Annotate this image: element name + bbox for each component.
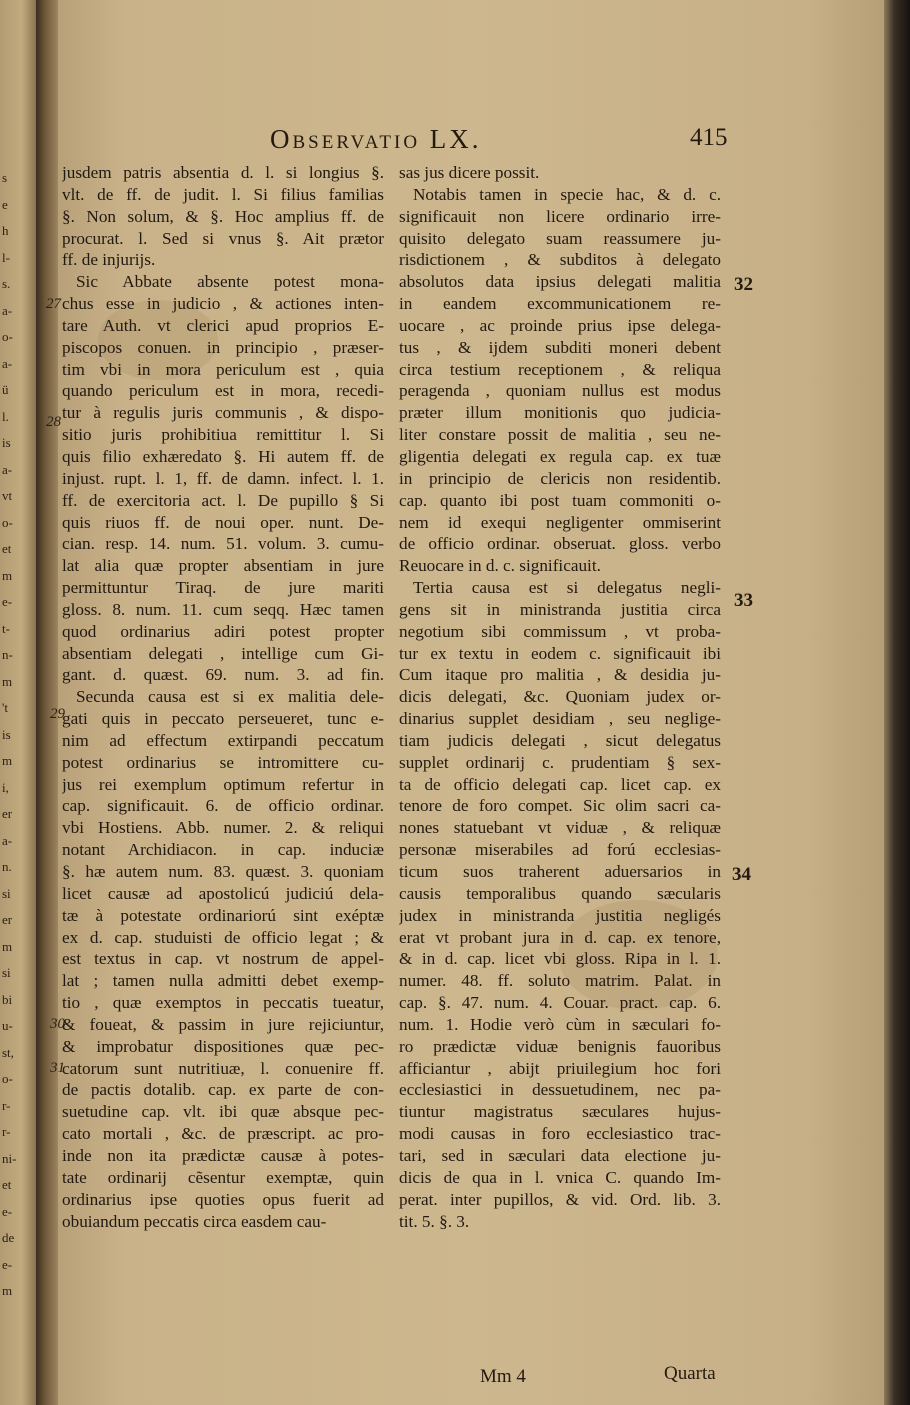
text-line: ff. de exercitoria act. l. De pupillo § Si [62,490,384,510]
facing-page-fragment: m [2,567,13,583]
text-line: risdictionem , & subditos à delegato [399,250,721,270]
text-line: in principio de clericis non residentib. [399,468,721,488]
text-line: nim ad effectum extirpandi peccatum [62,730,384,750]
facing-page-fragment: ni- [2,1150,17,1166]
margin-number-29: 29 [50,706,65,722]
facing-page-fragment: m [2,753,13,768]
text-line: tiam judicis delegati , sicut delegatus [399,730,721,750]
text-line: & foueat, & passim in jure rejiciuntur, [62,1014,384,1034]
facing-page-fragment: vt [2,488,13,503]
text-line: causis temporalibus quando sæcularis [399,883,721,903]
text-line: in eandem excommunicationem re- [399,294,721,314]
text-line: catorum sunt nutritiuæ, l. conuenire ff. [62,1058,384,1078]
text-line: §. hæ autem num. 83. quæst. 3. quoniam [62,862,384,881]
text-line: dicis delegati, &c. Quoniam judex or- [399,687,721,707]
text-line: Sic Abbate absente potest mona- [76,272,384,292]
signature-mark: Mm 4 [480,1366,526,1387]
text-line: piscopos conuen. in principio , præser- [62,337,384,357]
facing-page-fragment: er [2,806,13,821]
page-number: 415 [690,124,728,151]
facing-page-fragment: st, [2,1044,14,1060]
facing-page-fragment: e- [2,594,13,609]
text-line: Notabis tamen in specie hac, & d. c. [413,184,721,204]
facing-page-fragment: si [2,965,11,980]
text-line: nones statuebant vt viduæ , & reliquæ [399,818,721,838]
text-line: & in d. cap. licet vbi gloss. Ripa in l. 1. [399,949,721,969]
text-line: tari, sed in sæculari data electione ju- [399,1145,721,1165]
text-line: tur ex textu in eodem c. significauit ibi [399,643,721,663]
text-line: de pactis dotalib. cap. ex parte de con- [62,1080,384,1100]
text-line: gens sit in ministranda justitia circa [399,599,721,619]
text-line: ordinarius ipse quoties opus fuerit ad [62,1189,384,1209]
text-line: negotium sibi commissum , vt proba- [399,621,721,641]
text-line: absentiam delegati , intellige cum Gi- [62,643,384,663]
text-line: tate ordinarij cẽsentur exemptæ, quin [62,1167,384,1187]
text-line: num. 1. Hodie verò cùm in sæculari fo- [399,1014,721,1034]
text-line: sas jus dicere possit. [399,163,540,182]
facing-page-fragment: r- [2,1124,11,1139]
text-line: injust. rupt. l. 1, ff. de damn. infect. l. 1. [62,468,384,488]
left-column [62,162,384,1232]
text-line: dinarius supplet desidiam , seu neglige- [399,709,721,729]
text-line: cap. quanto ibi post tuam commoniti o- [399,490,721,510]
text-line: quis riuos ff. de noui oper. nunt. De- [62,512,384,532]
text-line: circa testium receptionem , & reliqua [399,359,721,379]
facing-page-fragment: o- [2,514,13,530]
text-line: inde non ita prædictæ causæ à potes- [62,1145,384,1165]
text-line: obuiandum peccatis circa easdem cau- [62,1211,327,1231]
right-column [399,162,721,1232]
text-line: permittuntur Tiraq. de jure mariti [62,578,384,598]
text-line: personæ miserabiles ad forú ecclesias- [399,840,721,860]
text-line: perat. inter pupillos, & vid. Ord. lib. 3. [399,1189,721,1209]
text-line: dicis de qua in l. vnica C. quando Im- [399,1167,721,1187]
text-line: Cum itaque pro malitia , & desidia ju- [399,665,721,685]
text-line: tus , & ijdem subditi moneri debent [399,337,721,357]
facing-page-fragment: r- [2,1097,11,1113]
facing-page-fragment: i, [2,779,9,795]
facing-page-fragment: bi [2,991,13,1007]
text-line: supplet ordinarij c. prudentiam § sex- [399,752,721,772]
facing-page-fragment: l- [2,249,10,265]
text-line: licet causæ ad apostolicú judiciú dela- [62,883,384,903]
text-line: ecclesiastici in dessuetudinem, nec pa- [399,1080,721,1100]
margin-number-33: 33 [734,590,753,611]
text-line: tur à regulis juris communis , & dispo- [62,403,384,423]
text-line: significauit non licere ordinario irre- [399,206,721,226]
text-line: quando periculum est in mora, recedi- [62,381,384,401]
facing-page-fragment: a- [2,832,13,848]
text-line: vlt. de ff. de judit. l. Si filius familias [62,184,384,204]
facing-page-fragment: t- [2,620,10,636]
facing-page-fragment: is [2,435,11,450]
text-line: tim vbi in mora periculum est , quia [62,359,384,379]
text-line: tit. 5. §. 3. [399,1211,470,1231]
facing-page-fragment: a- [2,461,13,477]
text-line: chus esse in judicio , & actiones inten- [62,294,384,314]
facing-page-fragment: e [2,196,8,212]
facing-page-fragment: e- [2,1203,13,1219]
text-line: quis filio exhæredato §. Hi autem ff. de [62,446,384,466]
facing-page-fragment: s. [2,276,11,291]
facing-page-fragment: a- [2,302,13,318]
facing-page-fragment: is [2,726,11,742]
facing-page-fragment: ü [2,382,9,397]
text-line: tiuntur magistratus sæculares hujus- [399,1102,721,1122]
facing-page-fragment: u- [2,1018,13,1033]
text-line: ta de officio delegati cap. licet cap. ex [399,774,721,794]
facing-page-fragment: a- [2,355,13,371]
text-line: præter illum monitionis quo judicia- [399,403,721,423]
text-line: quod ordinarius adiri potest propter [62,621,384,641]
facing-page-fragment: et [2,541,12,556]
facing-page-fragment: si [2,885,11,901]
right-page-edge [884,0,910,1405]
facing-page-fragment: et [2,1177,12,1192]
text-line: ff. de injurijs. [62,250,156,270]
facing-page-fragment: er [2,912,13,927]
text-line: gant. d. quæst. 69. num. 3. ad fin. [62,665,384,685]
facing-page-fragment: e- [2,1256,13,1272]
margin-number-30: 30 [50,1016,65,1032]
margin-number-32: 32 [734,274,753,295]
facing-page-fragment: de [2,1230,15,1245]
text-line: uocare , ac proinde prius ipse delega- [399,315,721,335]
text-line: judex in ministranda justitia negligés [399,905,721,925]
text-line: notant Archidiacon. in cap. induciæ [62,840,384,860]
text-line: Reuocare in d. c. significauit. [399,556,601,576]
text-line: cap. significauit. 6. de officio ordinar. [62,796,384,816]
text-line: est textus in cap. vt nostrum de appel- [62,949,384,969]
left-facing-page-edge [0,0,36,1405]
facing-page-fragment: m [2,1283,13,1298]
text-line: quisito delegato suam reassumere ju- [399,228,721,248]
text-line: jusdem patris absentia d. l. si longius §. [62,163,384,182]
text-line: procurat. l. Sed si vnus §. Ait prætor [62,228,384,248]
text-line: ro prædictæ viduæ benignis fauoribus [399,1036,721,1056]
text-line: ex d. cap. studuisti de officio legat ; & [62,927,384,947]
facing-page-fragment: m [2,938,13,954]
facing-page-fragment: n- [2,647,13,662]
text-line: numer. 48. ff. soluto matrim. Palat. in [399,971,721,991]
text-line: §. Non solum, & §. Hoc amplius ff. de [62,206,384,226]
facing-page-fragment: n. [2,859,12,874]
facing-page-fragment: 't [2,700,8,715]
book-gutter [36,0,60,1405]
text-line: modi causas in foro ecclesiastico trac- [399,1124,721,1144]
text-line: gloss. 8. num. 11. cum seqq. Hæc tamen [62,599,384,619]
text-line: & improbatur dispositiones quæ pec- [62,1036,384,1056]
text-line: jus rei exemplum optimum refertur in [62,774,384,794]
text-line: gati quis in peccato perseueret, tunc e- [62,709,384,729]
text-line: absolutos data ipsius delegati malitia [399,272,721,292]
margin-number-31: 31 [50,1060,65,1076]
page-header [270,124,870,160]
text-line: liter constare possit de malitia , seu ne- [399,425,721,445]
text-line: potest ordinarius se intromittere cu- [62,752,384,772]
text-line: cian. resp. 14. num. 51. volum. 3. cumu- [62,534,384,554]
text-line: vbi Hostiens. Abb. numer. 2. & reliqui [62,818,384,838]
text-line: tio , quæ exemptos in peccatis tueatur, [62,993,384,1013]
margin-number-27: 27 [46,296,61,312]
text-line: Secunda causa est si ex malitia dele- [76,687,384,707]
text-line: ticum suos traherent aduersarios in [399,862,721,881]
text-line: cap. §. 47. num. 4. Couar. pract. cap. 6. [399,993,721,1013]
facing-page-fragment: m [2,673,13,689]
text-line: nem id exequi negligenter ommiserint [399,512,721,532]
text-line: tenore de foro compet. Sic olim sacri ca- [399,796,721,816]
margin-number-28: 28 [46,414,61,430]
text-line: tæ à potestate ordinariorú sint exéptæ [62,905,384,925]
facing-page-fragment: o- [2,329,13,344]
text-line: tare Auth. vt clerici apud proprios E- [62,315,384,335]
facing-page-fragment: o- [2,1071,13,1086]
catchword: Quarta [664,1363,716,1384]
facing-page-fragment: h [2,223,9,238]
text-line: sitio juris prohibitiua remittitur l. Si [62,425,384,445]
margin-number-34: 34 [732,864,751,885]
text-line: erat vt probant jura in d. cap. ex tenore, [399,927,721,947]
running-head: Observatio LX. [270,124,482,154]
text-line: afficiantur , abijt priuilegium hoc fori [399,1058,721,1078]
text-line: cato mortali , &c. de præscript. ac pro- [62,1124,384,1144]
facing-page-fragment: s [2,170,8,185]
text-line: suetudine cap. vlt. ibi quæ absque pec- [62,1102,384,1122]
text-line: gligentia delegati ex regula cap. ex tuæ [399,446,721,466]
text-line: Tertia causa est si delegatus negli- [413,578,721,598]
text-line: peragenda , quoniam nullus est modus [399,381,721,401]
text-line: lat alia quæ propter absentiam in jure [62,556,384,576]
text-line: de officio ordinar. obseruat. gloss. verbo [399,534,721,554]
text-line: lat ; tamen nulla admitti debet exemp- [62,971,384,991]
facing-page-fragment: l. [2,408,9,424]
